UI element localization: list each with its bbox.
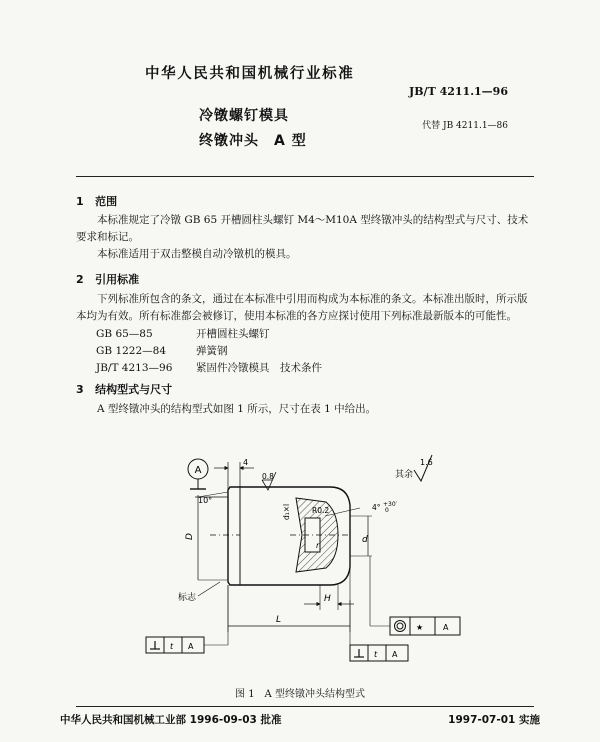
perp2-tol-label: t bbox=[374, 650, 378, 659]
section-2-title: 引用标准 bbox=[95, 273, 140, 286]
mark-callout bbox=[178, 582, 220, 603]
angle-4 bbox=[372, 501, 398, 514]
punch-body bbox=[210, 487, 350, 585]
angle-4-lower-tol: 0 bbox=[385, 507, 389, 514]
dim-4 bbox=[214, 458, 254, 490]
reference-code: GB 1222—84 bbox=[96, 345, 167, 357]
reference-title: 弹簧钢 bbox=[196, 345, 228, 357]
section-2-number: 2 bbox=[76, 273, 84, 286]
reference-title: 开槽圆柱头螺钉 bbox=[196, 328, 270, 340]
section-3-title: 结构型式与尺寸 bbox=[95, 383, 173, 396]
document-title-line1: 冷镦螺钉模具 bbox=[199, 108, 289, 124]
datum-a-symbol bbox=[188, 459, 208, 489]
dim-H-label: H bbox=[324, 594, 331, 604]
reference-title: 紧固件冷镦模具 技术条件 bbox=[196, 362, 322, 374]
dim-D-label: D bbox=[185, 533, 195, 540]
reference-code: JB/T 4213—96 bbox=[96, 362, 173, 374]
dim-H bbox=[304, 585, 354, 610]
reference-code: GB 65—85 bbox=[96, 328, 153, 340]
dim-D bbox=[185, 492, 228, 580]
footer-effective-date: 1997-07-01 实施 bbox=[448, 714, 540, 726]
section-3-number: 3 bbox=[76, 383, 84, 396]
section-3-para: A 型终镦冲头的结构型式如图 1 所示，尺寸在表 1 中给出。 bbox=[97, 403, 377, 415]
section-2-para: 下列标准所包含的条文，通过在本标准中引用而构成为本标准的条文。本标准出版时，所示版本均为有效。所有标准都会被修订，使用本标准的各方应探讨使用下列标准最新版本的可能性。 bbox=[76, 293, 528, 322]
document-title-line2: 终镦冲头 A 型 bbox=[199, 133, 307, 149]
footer-issuer: 中华人民共和国机械工业部 1996-09-03 批准 bbox=[60, 714, 282, 726]
dim-L-label: L bbox=[276, 615, 282, 625]
dim-d-label: d bbox=[362, 535, 368, 545]
concentricity-frame bbox=[370, 556, 460, 635]
roughness-08-label: 0.8 bbox=[262, 472, 274, 481]
section-1-para2: 本标准适用于双击整模自动冷镦机的模具。 bbox=[97, 248, 297, 260]
angle-10-label: 10° bbox=[198, 496, 213, 505]
conc-tol-label: ★ bbox=[416, 623, 424, 632]
r02-label: R0.2 bbox=[312, 506, 330, 515]
section-1-number: 1 bbox=[76, 195, 84, 208]
d1-label: d₁×l bbox=[282, 503, 291, 520]
perp-tol-label: t bbox=[170, 642, 174, 651]
roughness-rest bbox=[395, 455, 433, 481]
dim-d bbox=[350, 516, 372, 556]
figure-1-caption: 图 1 A 型终镦冲头结构型式 bbox=[235, 689, 365, 700]
angle-10 bbox=[195, 496, 228, 505]
footer-divider bbox=[76, 706, 534, 707]
conc-datum-label: A bbox=[443, 623, 449, 632]
standard-number: JB/T 4211.1—96 bbox=[409, 85, 508, 98]
r-label: r bbox=[316, 541, 320, 550]
rest-label: 其余 bbox=[395, 470, 414, 480]
dim-L bbox=[228, 567, 350, 632]
mark-label: 标志 bbox=[178, 593, 197, 603]
section-1-title: 范围 bbox=[95, 195, 118, 208]
dim-4-label: 4 bbox=[243, 458, 249, 467]
perp-datum-label: A bbox=[188, 642, 194, 651]
perp2-datum-label: A bbox=[392, 650, 398, 659]
perp-tolerance-frame-right bbox=[350, 600, 408, 661]
replaces-standard: 代替 JB 4211.1—86 bbox=[422, 121, 508, 131]
roughness-16-label: 1.6 bbox=[420, 458, 433, 467]
datum-a-label: A bbox=[194, 465, 202, 476]
section-1-para1: 本标准规定了冷镦 GB 65 开槽圆柱头螺钉 M4～M10A 型终镦冲头的结构型式与尺寸、技术要求和标记。 bbox=[76, 214, 529, 243]
angle-4-upper-tol: +30′ bbox=[383, 501, 398, 508]
angle-4-label: 4° bbox=[372, 503, 381, 512]
standard-org-title: 中华人民共和国机械行业标准 bbox=[145, 66, 355, 82]
